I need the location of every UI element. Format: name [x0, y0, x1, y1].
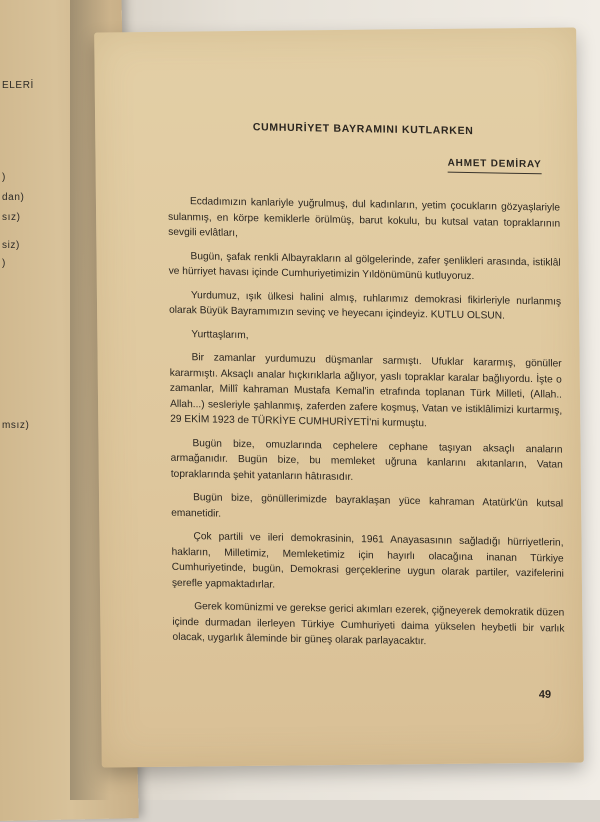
page-number: 49: [538, 688, 552, 701]
paragraph-text: Bugün bize, gönüllerimizde bayraklaşan yüce kahraman Atatürk'ün kutsal emanetidir.: [171, 492, 564, 520]
article-title: CUMHURİYET BAYRAMINI KUTLARKEN: [252, 121, 474, 138]
paragraph: [171, 490, 563, 528]
paragraph-text: Bugün, şafak renkli Albayrakların al gölgelerinde, zafer şenlikleri arasında, istiklâl ve hürriyet havası içinde Cumhuriyetimizin Yıldönümünü kutluyoruz.: [168, 250, 561, 283]
paragraph: [171, 529, 564, 598]
paragraph-text: Çok partili ve ileri demokrasinin, 1961 Anayasasının sağladığı hürriyetlerin, hakların, Milletimiz, Memleketimiz için hayırlı olacağına inanan Türkiye Cumhuriyetinde, bugün, Demokrasi gerçeklerine uygun olarak partiler, vazifelerini şerefle yapmaktadırlar.: [171, 531, 564, 591]
author-block: [167, 148, 541, 175]
left-fragment: siz): [2, 240, 20, 251]
left-fragment: ELERİ: [2, 80, 34, 91]
left-page-text-fragments: [0, 0, 60, 800]
paragraph: [169, 326, 561, 348]
left-fragment: msız): [2, 420, 30, 431]
left-fragment: dan): [2, 192, 25, 203]
book-page: [94, 27, 584, 767]
paragraph-text: Yurdumuz, ışık ülkesi halini almış, ruhlarımız demokrasi fikirleriyle nurlanmış olarak Büyük Bayramımızın sevinç ve heyecanı içindeyiz. KUTLU OLSUN.: [169, 289, 562, 322]
paragraph: [172, 599, 565, 652]
paragraph: [168, 248, 560, 286]
paragraph-text: Yurttaşlarım,: [191, 328, 249, 341]
paragraph-text: Gerek komünizmi ve gerekse gerici akımları ezerek, çiğneyerek demokratik düzen içinde durmadan ilerleyen Türkiye Cumhuriyeti daima yükselen heybetli bir varlık olacak, uygarlık âleminde bir güneş olarak parlayacaktır.: [172, 601, 565, 648]
paragraph: [169, 287, 561, 325]
left-fragment: sız): [2, 212, 21, 223]
paragraph-text: Bugün bize, omuzlarında cephelere cephane taşıyan aksaçlı anaların armağanıdır. Bugün bize, bu memleket uğruna kanlarını akıtanların, Vatan topraklarında şehit yatanların hâtırasıdır.: [170, 437, 563, 483]
paragraph: [170, 435, 563, 488]
paragraph-text: Bir zamanlar yurdumuzu düşmanlar sarmıştı. Ufuklar kararmış, gönüller kararmıştı. Aksaçlı analar hıçkırıklarla ağlıyor, yaslı topraklar karalar bağlıyordu. İşte o zamanlar, Millî kahraman Mustafa Kemal'in etrafında toplanan Türk Milleti, (Allah.. Allah...) sesleriyle şahlanmış, zaferden zafere koşmuş, Vatan ve istiklâlimizi kurtarmış, 29 EKİM 1923 de TÜRKİYE CUMHURİYETİ'ni kurmuştu.: [169, 352, 563, 430]
paragraph: [169, 350, 562, 434]
paragraph: [168, 194, 561, 247]
paragraph-text: Ecdadımızın kanlariyle yuğrulmuş, dul kadınların, yetim çocukların gözyaşlariyle sulanmış, en körpe kemiklerle örülmüş, barut kokulu, bu kutsal vatan topraklarının sevgili evlâtları,: [168, 196, 561, 239]
page-content: [167, 120, 565, 660]
left-fragment: ): [2, 172, 6, 183]
left-fragment: ): [2, 258, 6, 269]
article-author: AHMET DEMİRAY: [448, 158, 542, 175]
